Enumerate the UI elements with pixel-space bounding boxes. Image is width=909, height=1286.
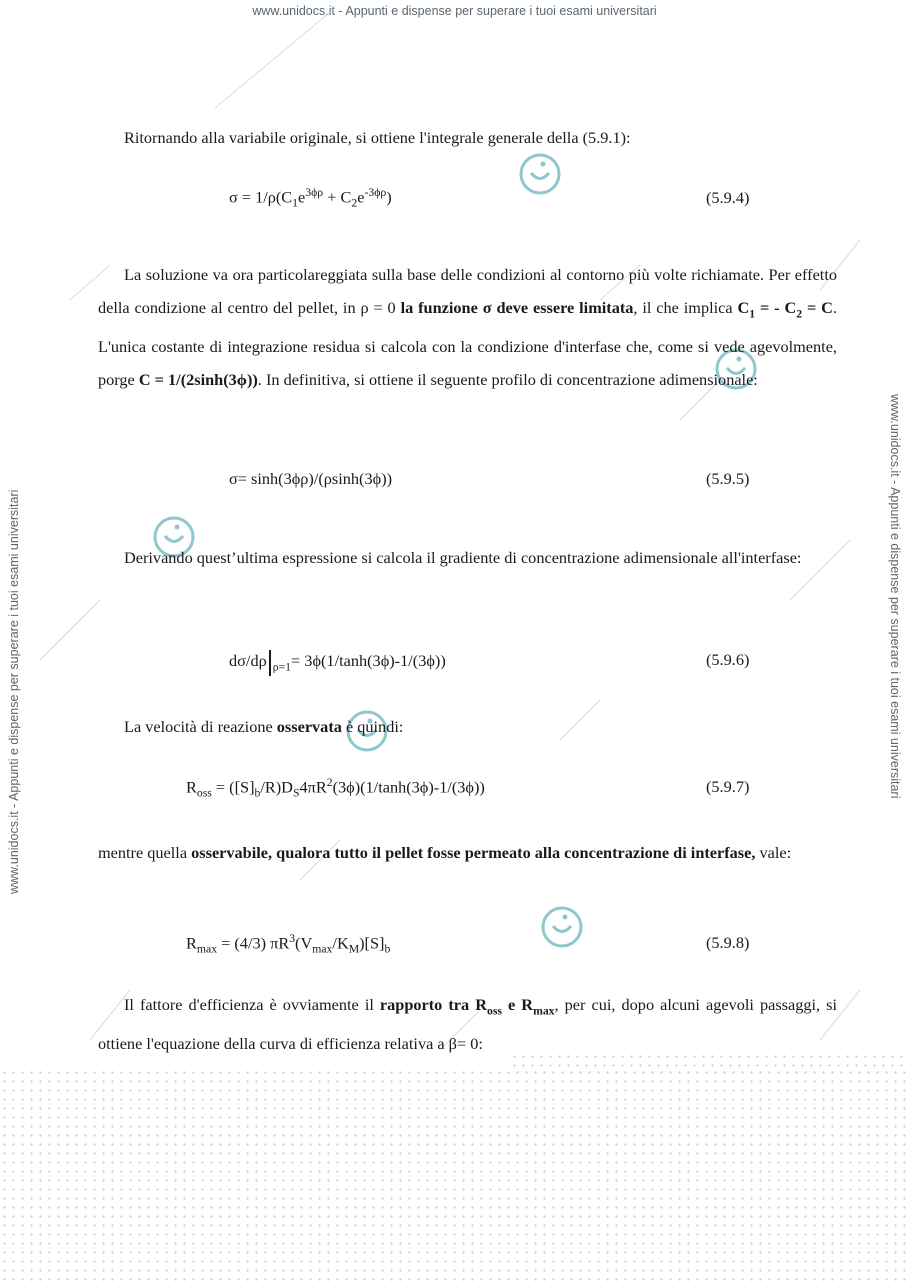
equation-number: (5.9.7) [706, 777, 750, 796]
unidocs-logo-icon [516, 150, 564, 198]
equation-5-9-5: σ= sinh(3ϕρ)/(ρsinh(3ϕ)) [229, 469, 393, 488]
equation-number: (5.9.5) [706, 469, 750, 488]
evaluation-bar [269, 650, 271, 676]
equation-5-9-8: $R_{max} = (4/3)$ $\pi R^3(V_{max}/K_M)[S]_b$ [186, 932, 391, 956]
equation-5-9-6: dσ/dρ $_{\rho=1}$= 3ϕ(1/tanh(3ϕ)-1/(3ϕ)) [229, 650, 446, 676]
paragraph-observed-rate: La velocità di reazione osservata è quindi: [124, 717, 404, 736]
paragraph-efficiency: Il fattore d'efficienza è ovviamente il rapporto tra $R_{oss}$ e $R_{max}$, per cui, dopo alcuni agevoli passaggi, si ottiene l'equazione della curva di efficienza relativa a β= 0: [98, 995, 838, 1054]
dotted-background [0, 1068, 909, 1286]
watermark-left: www.unidocs.it - Appunti e dispense per superare i tuoi esami universitari [7, 489, 21, 894]
paragraph-intro: Ritornando alla variabile originale, si ottiene l'integrale generale della (5.9.1): [124, 128, 631, 147]
equation-5-9-7: $R_{oss} = ([S]_b/R)D_S4\pi R^2(3\phi)(1/\tanh(3\phi)-1/(3\phi))$ [186, 776, 485, 800]
equation-number: (5.9.8) [706, 933, 750, 952]
paragraph-observable-rate: mentre quella osservabile, qualora tutto il pellet fosse permeato alla concentrazione di interfase, vale: [98, 843, 792, 862]
watermark-right: www.unidocs.it - Appunti e dispense per superare i tuoi esami universitari [888, 394, 902, 799]
paragraph-derivative: Derivando quest’ultima espressione si calcola il gradiente di concentrazione adimensionale all'interfase: [124, 548, 802, 567]
equation-5-9-4: $\sigma = 1/\rho(C_1e^{3\phi\rho} + C_2e^{-3\phi\rho})$ [229, 186, 392, 210]
watermark-top: www.unidocs.it - Appunti e dispense per superare i tuoi esami universitari [252, 4, 657, 18]
equation-number: (5.9.4) [706, 188, 750, 207]
paragraph-boundary-conditions: La soluzione va ora particolareggiata sulla base delle condizioni al contorno più volte richiamate. Per effetto della condizione al centro del pellet, in ρ = 0 la funzione σ deve essere limitata, il che implica $C_1$ = - $C_2 = C$. L'unica costante di integrazione residua si calcola con la condizione d'interfase che, come si vede agevolmente, porge C = 1/(2sinh(3ϕ)). In definitiva, si ottiene il seguente profilo di concentrazione adimensionale: [98, 265, 837, 390]
equation-number: (5.9.6) [706, 650, 750, 669]
unidocs-logo-icon [538, 903, 586, 951]
